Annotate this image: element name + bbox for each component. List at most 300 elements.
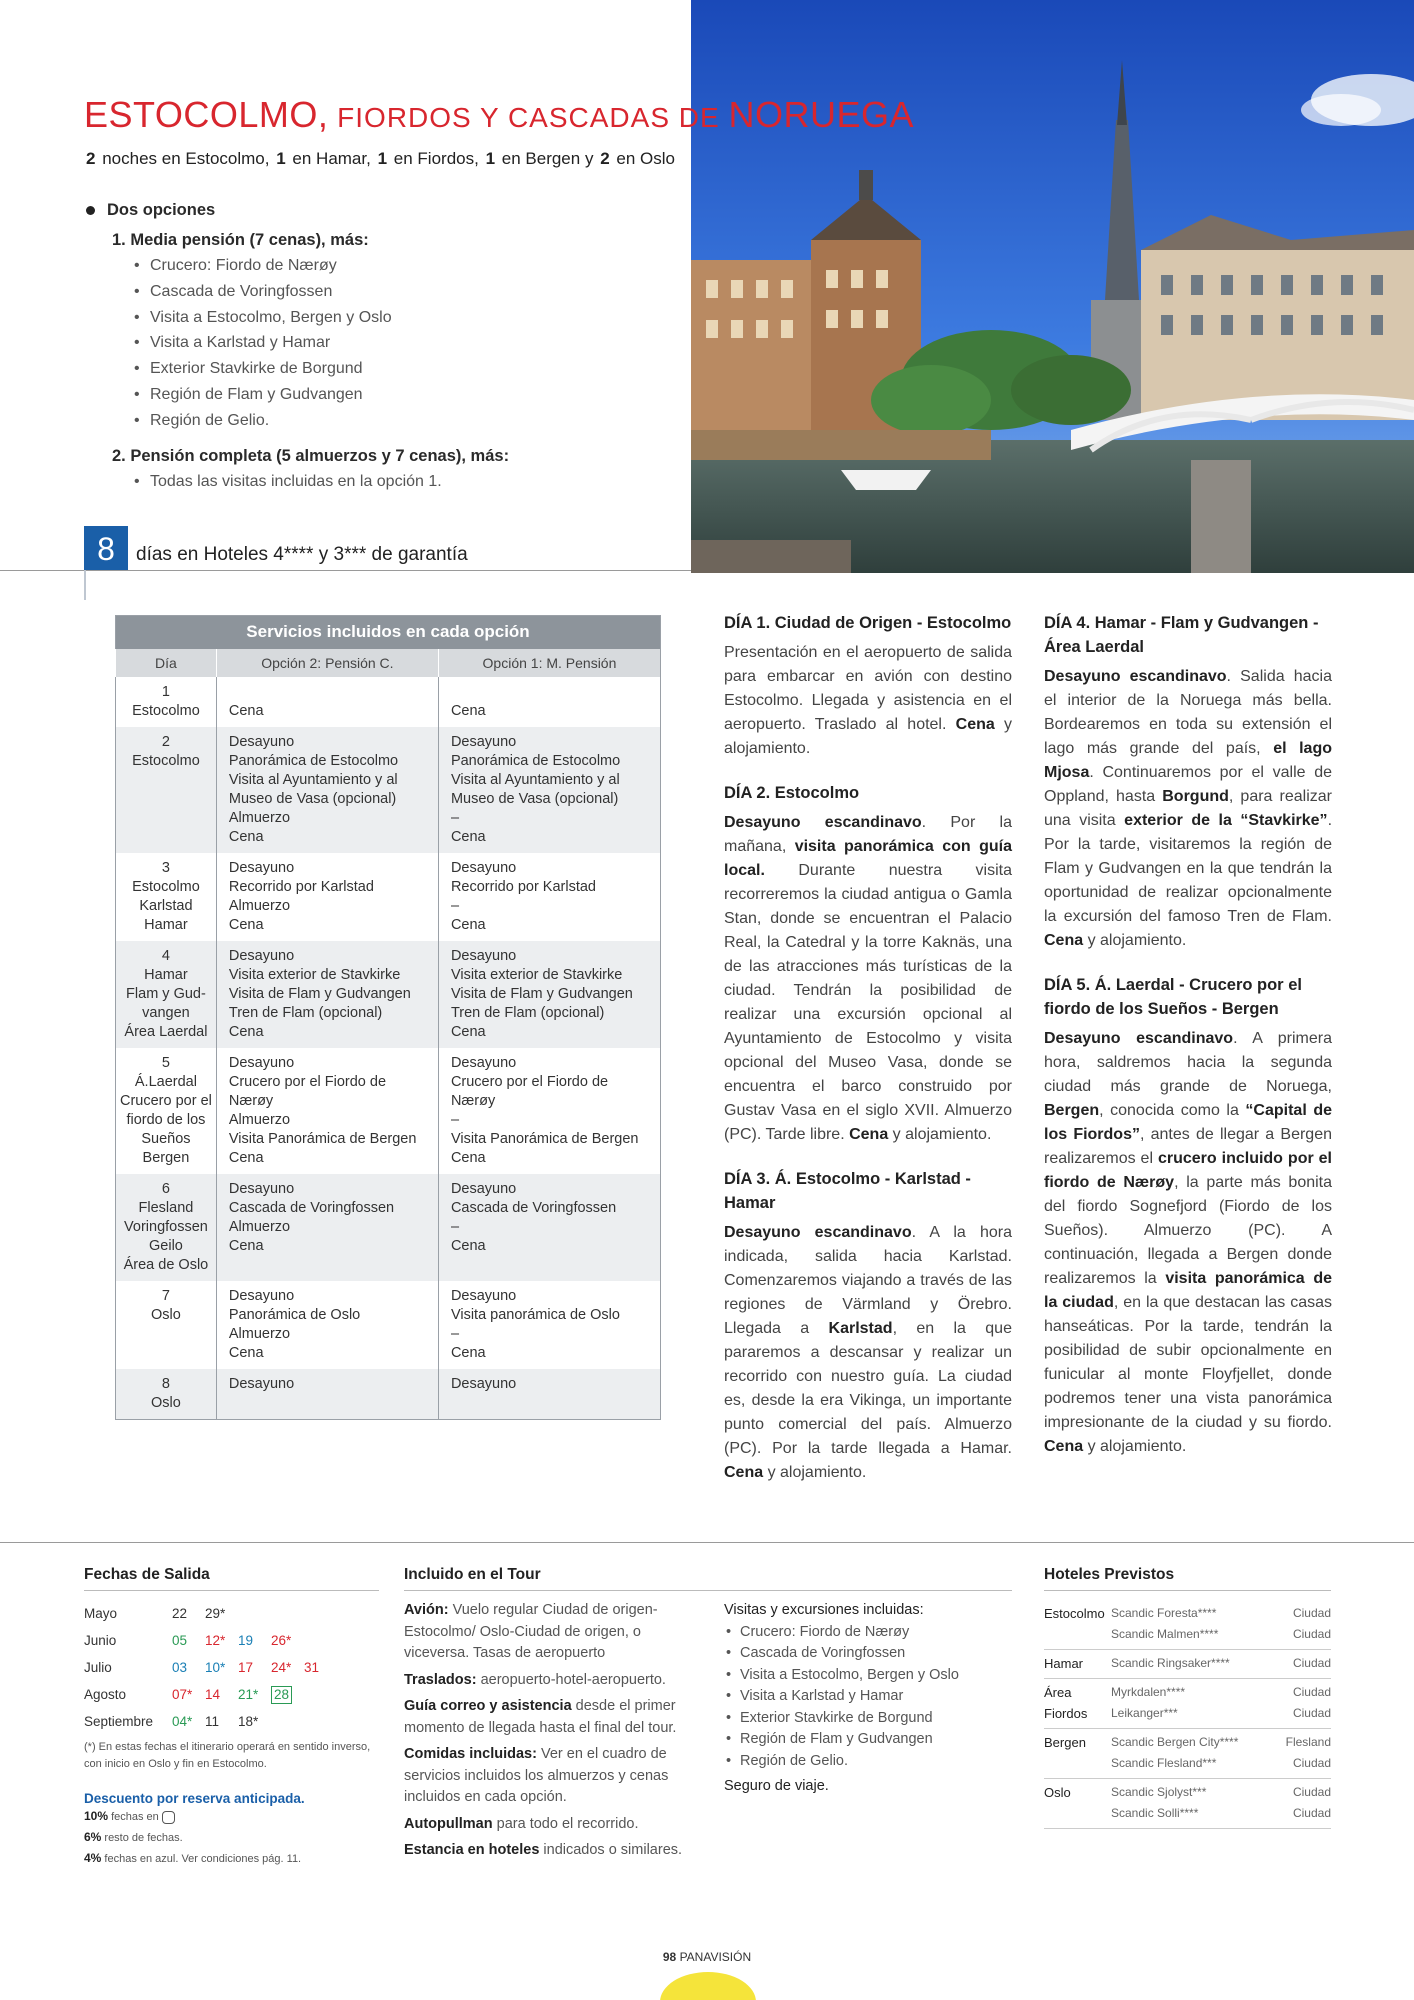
option-1-cell bbox=[438, 1281, 660, 1369]
list-item: • Visita a Estocolmo, Bergen y Oslo bbox=[132, 305, 646, 331]
date-value: 31 bbox=[304, 1660, 320, 1675]
days-hotels-text: días en Hoteles 4**** y 3*** de garantía bbox=[136, 544, 468, 565]
list-item: • Visita a Karlstad y Hamar bbox=[132, 330, 646, 356]
day-1-text: Presentación en el aeropuerto de salida para embarcar en avión con destino Estocolmo. Llegada y asistencia en el aeropuerto. Traslado al hotel. Cena y alojamiento. bbox=[724, 644, 1012, 757]
cell-line: Visita exterior de Stavkirke bbox=[228, 966, 401, 983]
insurance-text: Seguro de viaje. bbox=[724, 1778, 829, 1794]
list-item: • Visita a Estocolmo, Bergen y Oslo bbox=[724, 1665, 1014, 1687]
nights-place: en Fiordos, bbox=[393, 149, 479, 168]
hotel-city: Oslo bbox=[1044, 1785, 1071, 1800]
hotel-location: Ciudad bbox=[1292, 1606, 1331, 1620]
list-item: • Región de Gelio. bbox=[132, 408, 646, 434]
option-2-cell bbox=[216, 1048, 438, 1174]
hotel-group bbox=[1044, 1679, 1331, 1729]
option-1-heading: 1. Media pensión (7 cenas), más: bbox=[112, 231, 369, 249]
cell-line: Desayuno bbox=[450, 859, 517, 876]
cell-line: Cena bbox=[450, 1237, 486, 1254]
cell-line: Cena bbox=[450, 1149, 486, 1166]
list-item: • Visita a Karlstad y Hamar bbox=[724, 1686, 1014, 1708]
departure-date bbox=[304, 1654, 337, 1681]
day-cell bbox=[116, 941, 217, 1048]
option-1-cell bbox=[438, 853, 660, 941]
cell-line: – bbox=[450, 897, 460, 914]
nights-summary bbox=[84, 149, 675, 169]
cell-line: 7 bbox=[161, 1287, 170, 1304]
cell-line: Cena bbox=[450, 1344, 486, 1361]
option-2-cell bbox=[216, 941, 438, 1048]
option-2-heading: 2. Pensión completa (5 almuerzos y 7 cenas), más: bbox=[112, 446, 510, 465]
day-3-text: Desayuno escandinavo. A la hora indicada, salida hacia Karlstad. Comenzaremos viajando a través de las regiones de Värmland y Örebro. Llegada a Karlstad, en la que pararemos a descansar y realizar un recorrido con nuestro guía. La ciudad es, desde la era Vikinga, un importante punto comercial del país. Almuerzo (PC). Por la tarde llegada a Hamar. Cena y alojamiento. bbox=[724, 1224, 1012, 1481]
cell-line: Nærøy bbox=[450, 1092, 496, 1109]
date-value: 29* bbox=[205, 1606, 226, 1621]
cell-line: Á.Laerdal bbox=[134, 1073, 197, 1090]
fechas-heading: Fechas de Salida bbox=[84, 1566, 210, 1583]
cell-line: Visita exterior de Stavkirke bbox=[450, 966, 623, 983]
date-value: 26* bbox=[271, 1633, 292, 1648]
cell-line: Desayuno bbox=[228, 1287, 295, 1304]
day-5-text: Desayuno escandinavo. A primera hora, saldremos hacia la segunda ciudad más grande de Noruega, Bergen, conocida como la “Capital de los Fiordos”, antes de llegar a Bergen realizaremos el crucero incluido por el fiordo de Nærøy, la parte más bonita del fiordo Sognefjord (Fiordo de los Sueños). Almuerzo (PC). A continuación, llegada a Bergen donde realizaremos la visita panorámica de la ciudad, en la que destacan las casas hanseáticas. Por la tarde, tendrán la posibilidad de subir opcionalmente en funicular al monte Floyfjellet, donde podremos tener una vista panorámica impresionante de la ciudad y su fiordo. Cena y alojamiento. bbox=[1044, 1030, 1333, 1455]
hotel-location: Ciudad bbox=[1292, 1656, 1331, 1670]
departure-date bbox=[172, 1681, 205, 1708]
included-item: Guía correo y asistencia desde el primer momento de llegada hasta el final del tour. bbox=[404, 1698, 677, 1736]
services-table bbox=[115, 615, 661, 1420]
list-item: • Exterior Stavkirke de Borgund bbox=[724, 1708, 1014, 1730]
cell-line: Panorámica de Estocolmo bbox=[228, 752, 399, 769]
hotel-location: Ciudad bbox=[1292, 1627, 1331, 1641]
date-value: 07* bbox=[172, 1687, 193, 1702]
nights-count: 1 bbox=[485, 149, 496, 168]
cell-line: Desayuno bbox=[450, 1054, 517, 1071]
divider bbox=[84, 1590, 379, 1591]
hotel-name: Scandic Bergen City**** bbox=[1111, 1735, 1239, 1749]
discount-row: 10% fechas en bbox=[84, 1806, 384, 1827]
option-2-cell bbox=[216, 1369, 438, 1420]
cell-line: Cena bbox=[228, 1023, 264, 1040]
month-name: Septiembre bbox=[84, 1714, 154, 1729]
hotel-name: Scandic Solli**** bbox=[1111, 1806, 1199, 1820]
hotel-name: Scandic Malmen**** bbox=[1111, 1627, 1219, 1641]
option-1-cell bbox=[438, 1174, 660, 1281]
cell-line: Almuerzo bbox=[228, 809, 291, 826]
cell-line: 3 bbox=[161, 859, 170, 876]
cell-line: Desayuno bbox=[228, 859, 295, 876]
hotel-location: Ciudad bbox=[1292, 1806, 1331, 1820]
hotel-row bbox=[1044, 1703, 1331, 1724]
cell-line: Cena bbox=[228, 828, 264, 845]
included-item: Estancia en hoteles indicados o similares. bbox=[404, 1842, 683, 1858]
discount-row: 4% fechas en azul. Ver condiciones pág. 11. bbox=[84, 1851, 302, 1865]
list-item: • Todas las visitas incluidas en la opción 1. bbox=[132, 469, 646, 495]
hotel-row bbox=[1044, 1653, 1331, 1674]
nights-count: 2 bbox=[600, 149, 610, 168]
cell-line: Flesland bbox=[138, 1199, 194, 1216]
date-value: 17 bbox=[238, 1660, 254, 1675]
departure-date bbox=[205, 1681, 238, 1708]
cell-line: Sueños bbox=[141, 1130, 191, 1147]
cell-line: Desayuno bbox=[450, 947, 517, 964]
nights-place: noches en Estocolmo, bbox=[102, 149, 270, 168]
cell-line: Cena bbox=[228, 702, 264, 719]
cell-line: Cena bbox=[450, 828, 486, 845]
hotel-location: Ciudad bbox=[1292, 1706, 1331, 1720]
cell-line: Crucero por el Fiordo de bbox=[228, 1073, 387, 1090]
hotel-city bbox=[1044, 1803, 1111, 1824]
month-row bbox=[84, 1681, 384, 1708]
month-row bbox=[84, 1654, 384, 1681]
cell-line: 8 bbox=[161, 1375, 170, 1392]
divider bbox=[84, 570, 86, 600]
date-value: 19 bbox=[238, 1633, 254, 1648]
cell-line: vangen bbox=[142, 1004, 190, 1021]
cell-line: Crucero por el bbox=[120, 1092, 212, 1109]
cell-line: Tren de Flam (opcional) bbox=[228, 1004, 383, 1021]
cell-line: Cascada de Voringfossen bbox=[228, 1199, 395, 1216]
cell-line: fiordo de los bbox=[126, 1111, 206, 1128]
departure-date bbox=[205, 1627, 238, 1654]
date-value: 03 bbox=[172, 1660, 188, 1675]
day-3-title: DÍA 3. Á. Estocolmo - Karlstad - Hamar bbox=[724, 1170, 971, 1212]
hoteles-heading: Hoteles Previstos bbox=[1044, 1566, 1175, 1583]
month-name: Julio bbox=[84, 1660, 112, 1675]
departure-date bbox=[172, 1708, 205, 1735]
cell-line: Nærøy bbox=[228, 1092, 274, 1109]
nights-place: en Bergen y bbox=[501, 149, 594, 168]
cell-line: 2 bbox=[161, 733, 170, 750]
cell-line: Bergen bbox=[142, 1149, 190, 1166]
hotel-row bbox=[1044, 1782, 1331, 1803]
hotel-group bbox=[1044, 1650, 1331, 1679]
options-section bbox=[86, 198, 646, 494]
cell-line: 4 bbox=[161, 947, 170, 964]
cell-line: – bbox=[450, 1325, 460, 1342]
divider bbox=[0, 570, 691, 571]
departure-dates bbox=[84, 1600, 384, 1869]
departure-date bbox=[172, 1654, 205, 1681]
hotel-location: Ciudad bbox=[1292, 1756, 1331, 1770]
list-item: • Crucero: Fiordo de Nærøy bbox=[132, 253, 646, 279]
cell-line: Oslo bbox=[151, 1394, 181, 1411]
cell-line: – bbox=[450, 1218, 460, 1235]
hotel-city: Fiordos bbox=[1044, 1706, 1088, 1721]
dates-grid bbox=[84, 1600, 384, 1735]
column-header-option-1: Opción 1: M. Pensión bbox=[438, 649, 660, 677]
cell-line: Hamar bbox=[144, 916, 188, 933]
option-1-cell bbox=[438, 677, 660, 727]
cell-line: Estocolmo bbox=[132, 702, 200, 719]
date-value: 04* bbox=[172, 1714, 193, 1729]
table-row bbox=[116, 853, 661, 941]
list-item: • Exterior Stavkirke de Borgund bbox=[132, 356, 646, 382]
column-header-option-2: Opción 2: Pensión C. bbox=[216, 649, 438, 677]
departure-date bbox=[205, 1600, 238, 1627]
hotel-city: Bergen bbox=[1044, 1735, 1086, 1750]
departure-date bbox=[205, 1708, 238, 1735]
nights-count: 1 bbox=[276, 149, 286, 168]
cell-line: Visita Panorámica de Bergen bbox=[228, 1130, 417, 1147]
column-header-day: Día bbox=[116, 649, 217, 677]
day-2-title: DÍA 2. Estocolmo bbox=[724, 784, 860, 802]
month-row bbox=[84, 1600, 384, 1627]
date-value: 24* bbox=[271, 1660, 292, 1675]
day-1-title: DÍA 1. Ciudad de Origen - Estocolmo bbox=[724, 614, 1012, 632]
hotel-row bbox=[1044, 1803, 1331, 1824]
departure-date bbox=[172, 1627, 205, 1654]
included-list bbox=[404, 1600, 694, 1867]
list-item: • Cascada de Voringfossen bbox=[132, 279, 646, 305]
table-row bbox=[116, 1174, 661, 1281]
hotel-name: Scandic Foresta**** bbox=[1111, 1606, 1217, 1620]
included-item: Avión: Vuelo regular Ciudad de origen-Estocolmo/ Oslo-Ciudad de origen, o viceversa. Tasas de aeropuerto bbox=[404, 1602, 658, 1661]
month-name: Agosto bbox=[84, 1687, 127, 1702]
excursions-heading: Visitas y excursiones incluidas: bbox=[724, 1602, 924, 1618]
cell-line: Recorrido por Karlstad bbox=[450, 878, 597, 895]
included-item: Comidas incluidas: Ver en el cuadro de servicios incluidos los almuerzos y cenas incluidos en cada opción. bbox=[404, 1746, 669, 1805]
hotel-name: Scandic Ringsaker**** bbox=[1111, 1656, 1230, 1670]
hotel-name: Scandic Flesland*** bbox=[1111, 1756, 1217, 1770]
cell-line: Almuerzo bbox=[228, 1218, 291, 1235]
cell-line: Oslo bbox=[151, 1306, 181, 1323]
day-2-text: Desayuno escandinavo. Por la mañana, visita panorámica con guía local. Durante nuestra visita recorreremos la ciudad antigua o Gamla Stan, donde se encuentran el Palacio Real, la Catedral y la torre Kaknäs, una de las atracciones más turísticas de la ciudad. Tendrán la posibilidad de realizar una excursión opcional al Ayuntamiento de Estocolmo y visita opcional del Museo Vasa, donde se encuentra el barco construido por Gustav Vasa en el siglo XVII. Almuerzo (PC). Tarde libre. Cena y alojamiento. bbox=[724, 814, 1013, 1143]
page-footer bbox=[0, 1950, 1414, 1964]
nights-count: 1 bbox=[377, 149, 388, 168]
cell-line: Geilo bbox=[149, 1237, 183, 1254]
hotel-row bbox=[1044, 1732, 1331, 1753]
option-1-cell bbox=[438, 727, 660, 853]
cell-line: Almuerzo bbox=[228, 1325, 291, 1342]
day-cell bbox=[116, 853, 217, 941]
cell-line: Desayuno bbox=[450, 1180, 517, 1197]
date-value: 21* bbox=[238, 1687, 259, 1702]
cell-line: Desayuno bbox=[228, 1180, 295, 1197]
title-norway: NORUEGA bbox=[728, 94, 914, 135]
option-1-list bbox=[132, 253, 646, 434]
departure-date bbox=[271, 1654, 304, 1681]
title-stockholm: ESTOCOLMO, bbox=[84, 94, 329, 135]
cell-line: Cena bbox=[228, 1344, 264, 1361]
discount-row: 6% resto de fechas. bbox=[84, 1830, 183, 1844]
option-1-cell bbox=[438, 1369, 660, 1420]
cell-line: Crucero por el Fiordo de bbox=[450, 1073, 609, 1090]
option-2-cell bbox=[216, 1281, 438, 1369]
page-number: 98 bbox=[662, 1950, 677, 1964]
hotel-name: Scandic Sjolyst*** bbox=[1111, 1785, 1207, 1799]
date-value: 28 bbox=[271, 1686, 292, 1704]
included-item: Autopullman para todo el recorrido. bbox=[404, 1815, 639, 1832]
hotel-group bbox=[1044, 1729, 1331, 1779]
brand-name: PANAVISIÓN bbox=[679, 1950, 752, 1964]
option-1-cell bbox=[438, 941, 660, 1048]
day-cell bbox=[116, 1281, 217, 1369]
month-name: Mayo bbox=[84, 1606, 118, 1621]
included-item: Traslados: aeropuerto-hotel-aeropuerto. bbox=[404, 1671, 666, 1688]
cell-line: Cena bbox=[450, 702, 486, 719]
cell-line: Flam y Gud- bbox=[126, 985, 206, 1002]
cell-line: Visita panorámica de Oslo bbox=[450, 1306, 620, 1323]
date-value: 14 bbox=[205, 1687, 221, 1702]
cell-line bbox=[451, 683, 648, 702]
days-badge: 8 bbox=[84, 526, 128, 570]
cell-line: Desayuno bbox=[450, 1375, 517, 1392]
option-2-list bbox=[132, 469, 646, 495]
table-row bbox=[116, 1048, 661, 1174]
cell-line: Estocolmo bbox=[132, 752, 200, 769]
bullet-icon bbox=[86, 206, 95, 215]
cell-line: – bbox=[450, 1111, 460, 1128]
table-body bbox=[116, 677, 661, 1420]
cell-line: Cena bbox=[450, 916, 486, 933]
cell-line: Visita al Ayuntamiento y al bbox=[228, 771, 398, 788]
cell-line bbox=[229, 683, 426, 702]
list-item: • Cascada de Voringfossen bbox=[724, 1643, 1014, 1665]
cell-line: Desayuno bbox=[228, 1054, 295, 1071]
excursions-list bbox=[724, 1600, 1014, 1798]
hotel-city bbox=[1044, 1753, 1111, 1774]
hotel-city: Estocolmo bbox=[1044, 1606, 1105, 1621]
nights-count: 2 bbox=[86, 149, 96, 168]
hotel-city: Hamar bbox=[1044, 1656, 1084, 1671]
decorative-circle bbox=[660, 1972, 756, 2000]
day-5-title: DÍA 5. Á. Laerdal - Crucero por el fiordo de los Sueños - Bergen bbox=[1044, 976, 1302, 1018]
table-row bbox=[116, 1369, 661, 1420]
table-caption: Servicios incluidos en cada opción bbox=[116, 616, 661, 649]
cell-line: Panorámica de Estocolmo bbox=[450, 752, 621, 769]
departure-date bbox=[238, 1708, 271, 1735]
hotel-location: Ciudad bbox=[1292, 1785, 1331, 1799]
hotel-row bbox=[1044, 1624, 1331, 1645]
date-value: 10* bbox=[205, 1660, 226, 1675]
day-4-title: DÍA 4. Hamar - Flam y Gudvangen - Área Laerdal bbox=[1044, 614, 1319, 656]
itinerary-column-2 bbox=[1044, 611, 1332, 1479]
hotel-group bbox=[1044, 1779, 1331, 1829]
table-row bbox=[116, 727, 661, 853]
cell-line: Museo de Vasa (opcional) bbox=[228, 790, 397, 807]
option-2-cell bbox=[216, 677, 438, 727]
option-1-cell bbox=[438, 1048, 660, 1174]
departure-date bbox=[271, 1627, 304, 1654]
month-name: Junio bbox=[84, 1633, 117, 1648]
discount-heading: Descuento por reserva anticipada. bbox=[84, 1791, 305, 1806]
cell-line: Karlstad bbox=[139, 897, 193, 914]
cell-line: 6 bbox=[161, 1180, 170, 1197]
cell-line: Estocolmo bbox=[132, 878, 200, 895]
table-row bbox=[116, 1281, 661, 1369]
hotel-name: Myrkdalen**** bbox=[1111, 1685, 1186, 1699]
month-row bbox=[84, 1708, 384, 1735]
hotel-row bbox=[1044, 1682, 1331, 1703]
cell-line: Almuerzo bbox=[228, 897, 291, 914]
options-heading-label: Dos opciones bbox=[107, 200, 216, 219]
cell-line: Visita de Flam y Gudvangen bbox=[450, 985, 633, 1002]
table-row bbox=[116, 677, 661, 727]
options-heading bbox=[86, 198, 646, 222]
cell-line: – bbox=[450, 809, 460, 826]
stockholm-photo bbox=[691, 0, 1414, 573]
hotel-city bbox=[1044, 1624, 1111, 1645]
cell-line: Visita Panorámica de Bergen bbox=[450, 1130, 639, 1147]
title-middle: FIORDOS Y CASCADAS DE bbox=[328, 102, 729, 133]
option-2-cell bbox=[216, 727, 438, 853]
day-cell bbox=[116, 1369, 217, 1420]
divider bbox=[0, 1542, 1414, 1543]
ring-icon bbox=[162, 1811, 175, 1824]
cell-line: 1 bbox=[161, 683, 170, 700]
nights-place: en Hamar, bbox=[292, 149, 371, 168]
departure-date bbox=[271, 1681, 304, 1708]
itinerary-column-1 bbox=[724, 611, 1012, 1505]
hotel-name: Leikanger*** bbox=[1111, 1706, 1178, 1720]
cell-line: Área de Oslo bbox=[123, 1256, 209, 1273]
day-4-text: Desayuno escandinavo. Salida hacia el interior de la Noruega más bella. Bordearemos en toda su extensión el lago más grande del país, el lago Mjosa. Continuaremos por el valle de Oppland, hasta Borgund, para realizar una visita exterior de la “Stavkirke”. Por la tarde, visitaremos la región de Flam y Gudvangen en la que tendrán la oportunidad de realizar opcionalmente la excursión del famoso Tren de Flam. Cena y alojamiento. bbox=[1044, 668, 1333, 949]
cell-line: Cena bbox=[228, 1237, 264, 1254]
cell-line: Visita de Flam y Gudvangen bbox=[228, 985, 411, 1002]
cell-line: Cena bbox=[228, 1149, 264, 1166]
page-title bbox=[84, 94, 1084, 136]
cell-line: Panorámica de Oslo bbox=[228, 1306, 361, 1323]
list-item: • Región de Gelio. bbox=[724, 1751, 1014, 1773]
date-value: 22 bbox=[172, 1606, 188, 1621]
month-row bbox=[84, 1627, 384, 1654]
cell-line: Museo de Vasa (opcional) bbox=[450, 790, 619, 807]
departure-date bbox=[238, 1681, 271, 1708]
cell-line: Cascada de Voringfossen bbox=[450, 1199, 617, 1216]
incluido-heading: Incluido en el Tour bbox=[404, 1566, 541, 1583]
cell-line: Voringfossen bbox=[124, 1218, 208, 1235]
cell-line: Desayuno bbox=[228, 1375, 295, 1392]
option-2-cell bbox=[216, 853, 438, 941]
cell-line: Desayuno bbox=[450, 733, 517, 750]
divider bbox=[404, 1590, 1012, 1591]
divider bbox=[1044, 1590, 1331, 1591]
list-item: • Crucero: Fiordo de Nærøy bbox=[724, 1622, 1014, 1644]
date-value: 18* bbox=[238, 1714, 259, 1729]
cell-line: 5 bbox=[161, 1054, 170, 1071]
hotel-location: Flesland bbox=[1285, 1735, 1331, 1749]
cell-line: Desayuno bbox=[228, 947, 295, 964]
cell-line: Almuerzo bbox=[228, 1111, 291, 1128]
departure-date bbox=[238, 1654, 271, 1681]
cell-line: Recorrido por Karlstad bbox=[228, 878, 374, 895]
cell-line: Tren de Flam (opcional) bbox=[450, 1004, 605, 1021]
list-item: • Región de Flam y Gudvangen bbox=[132, 382, 646, 408]
hotel-row bbox=[1044, 1753, 1331, 1774]
day-cell bbox=[116, 1048, 217, 1174]
hotel-location: Ciudad bbox=[1292, 1685, 1331, 1699]
hotel-city: Área bbox=[1044, 1685, 1072, 1700]
hotels-list bbox=[1044, 1600, 1331, 1829]
table-row bbox=[116, 941, 661, 1048]
date-value: 05 bbox=[172, 1633, 188, 1648]
hotel-group bbox=[1044, 1600, 1331, 1650]
cell-line: Desayuno bbox=[450, 1287, 517, 1304]
cell-line: Área Laerdal bbox=[124, 1023, 208, 1040]
day-cell bbox=[116, 727, 217, 853]
cell-line: Cena bbox=[450, 1023, 486, 1040]
cell-line: Cena bbox=[228, 916, 264, 933]
departure-date bbox=[238, 1627, 271, 1654]
hotel-row bbox=[1044, 1603, 1331, 1624]
list-item: • Región de Flam y Gudvangen bbox=[724, 1729, 1014, 1751]
nights-place: en Oslo bbox=[616, 149, 675, 168]
cell-line: Visita al Ayuntamiento y al bbox=[450, 771, 620, 788]
cell-line: Hamar bbox=[144, 966, 188, 983]
date-value: 11 bbox=[205, 1714, 220, 1729]
date-value: 12* bbox=[205, 1633, 226, 1648]
option-2-cell bbox=[216, 1174, 438, 1281]
day-cell bbox=[116, 1174, 217, 1281]
dates-note: (*) En estas fechas el itinerario operará en sentido inverso, con inicio en Oslo y fin en Estocolmo. bbox=[84, 1741, 371, 1770]
departure-date bbox=[172, 1600, 205, 1627]
day-cell bbox=[116, 677, 217, 727]
